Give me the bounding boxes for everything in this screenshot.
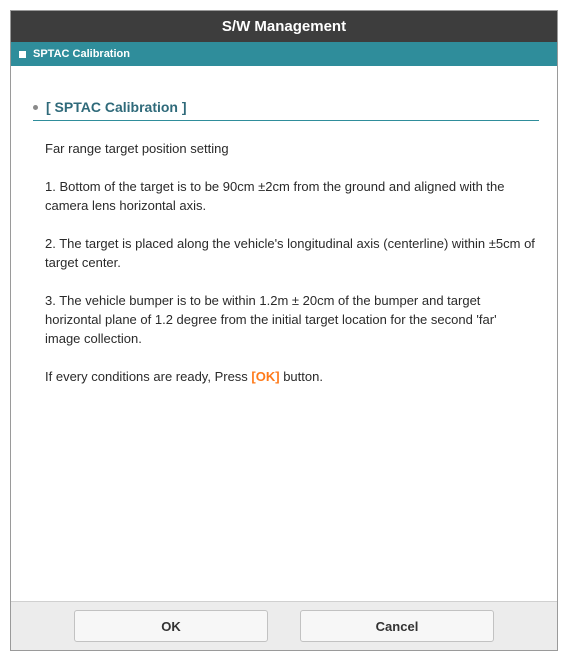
subheader-bar (11, 42, 557, 66)
cancel-button[interactable]: Cancel (300, 610, 494, 642)
ok-highlight-text: [OK] (251, 369, 280, 384)
dialog-footer (11, 601, 557, 650)
window-title: S/W Management (11, 11, 557, 42)
instruction-step-3: 3. The vehicle bumper is to be within 1.2m ± 20cm of the bumper and target horizontal plane of 1.2 degree from the initial target location for the second 'far' image collection. (45, 293, 497, 346)
instruction-step-1: 1. Bottom of the target is to be 90cm ±2cm from the ground and aligned with the camera lens horizontal axis. (45, 179, 505, 213)
instructions-text (33, 139, 539, 386)
instruction-intro: Far range target position setting (45, 141, 229, 156)
section-title: [ SPTAC Calibration ] (46, 99, 187, 115)
instruction-final-prefix: If every conditions are ready, Press (45, 369, 252, 384)
bullet-icon (33, 105, 38, 110)
content-area (11, 66, 557, 601)
subheader-label: SPTAC Calibration (33, 48, 130, 60)
sw-management-dialog (10, 10, 558, 651)
square-icon (19, 51, 26, 58)
ok-button[interactable]: OK (74, 610, 268, 642)
instruction-step-2: 2. The target is placed along the vehicle's longitudinal axis (centerline) within ±5cm of target center. (45, 236, 535, 270)
instruction-final (45, 367, 535, 386)
section-header (33, 99, 539, 121)
instruction-final-suffix: button. (279, 369, 323, 384)
